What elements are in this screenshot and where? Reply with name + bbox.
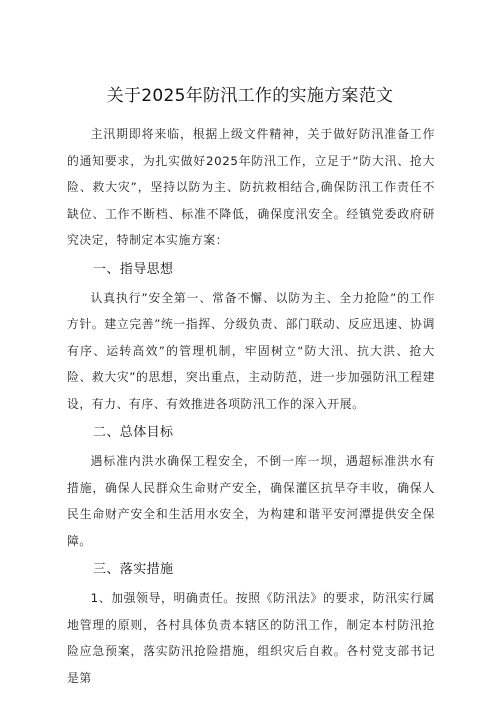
section-heading-overall-goals: 二、总体目标: [93, 425, 174, 440]
section-paragraph-guiding-ideology: 认真执行”安全第一、常备不懈、以防为主、全力抢险”的工作方针。建立完善”统一指挥、分级负责、部门联动、反应迅速、协调有序、运转高效”的管理机制，牢固树立“防大汛、抗大洪、抢大险、救大灾”的思想，突出重点，主动防范，进一步加强防汛工程建设，有力、有序、有效推进各项防汛工作的深入开展。: [67, 290, 435, 411]
document-title: 关于2025年防汛工作的实施方案范文: [106, 86, 394, 106]
intro-paragraph: 主汛期即将来临，根据上级文件精神，关于做好防汛准备工作的通知要求，为扎实做好2025年防汛工作，立足于“防大汛、抢大险、救大灾”，坚持以防为主、防抗救相结合,确保防汛工作责任不缺位、工作不断档、标准不降低，确保度汛安全。经镇党委政府研究决定，特制定本实施方案：: [67, 127, 435, 247]
section-paragraph-implementation-measures: 1、加强领导，明确责任。按照《防汛法》的要求，防汛实行属地管理的原则，各村具体负责本辖区的防汛工作，制定本村防汛抢险应急预案，落实防汛抢险措施，组织灾后自救。各村党支部书记是第: [67, 591, 435, 685]
section-heading-guiding-ideology: 一、指导思想: [93, 261, 174, 277]
section-heading-implementation-measures: 三、落实措施: [93, 562, 174, 577]
document-body: [67, 121, 435, 691]
section-paragraph-overall-goals: 遇标准内洪水确保工程安全，不倒一库一坝，遇超标准洪水有措施，确保人民群众生命财产安全，确保灌区抗旱夺丰收，确保人民生命财产安全和生活用水安全，为构建和谐平安河潭提供安全保障。: [67, 454, 435, 548]
